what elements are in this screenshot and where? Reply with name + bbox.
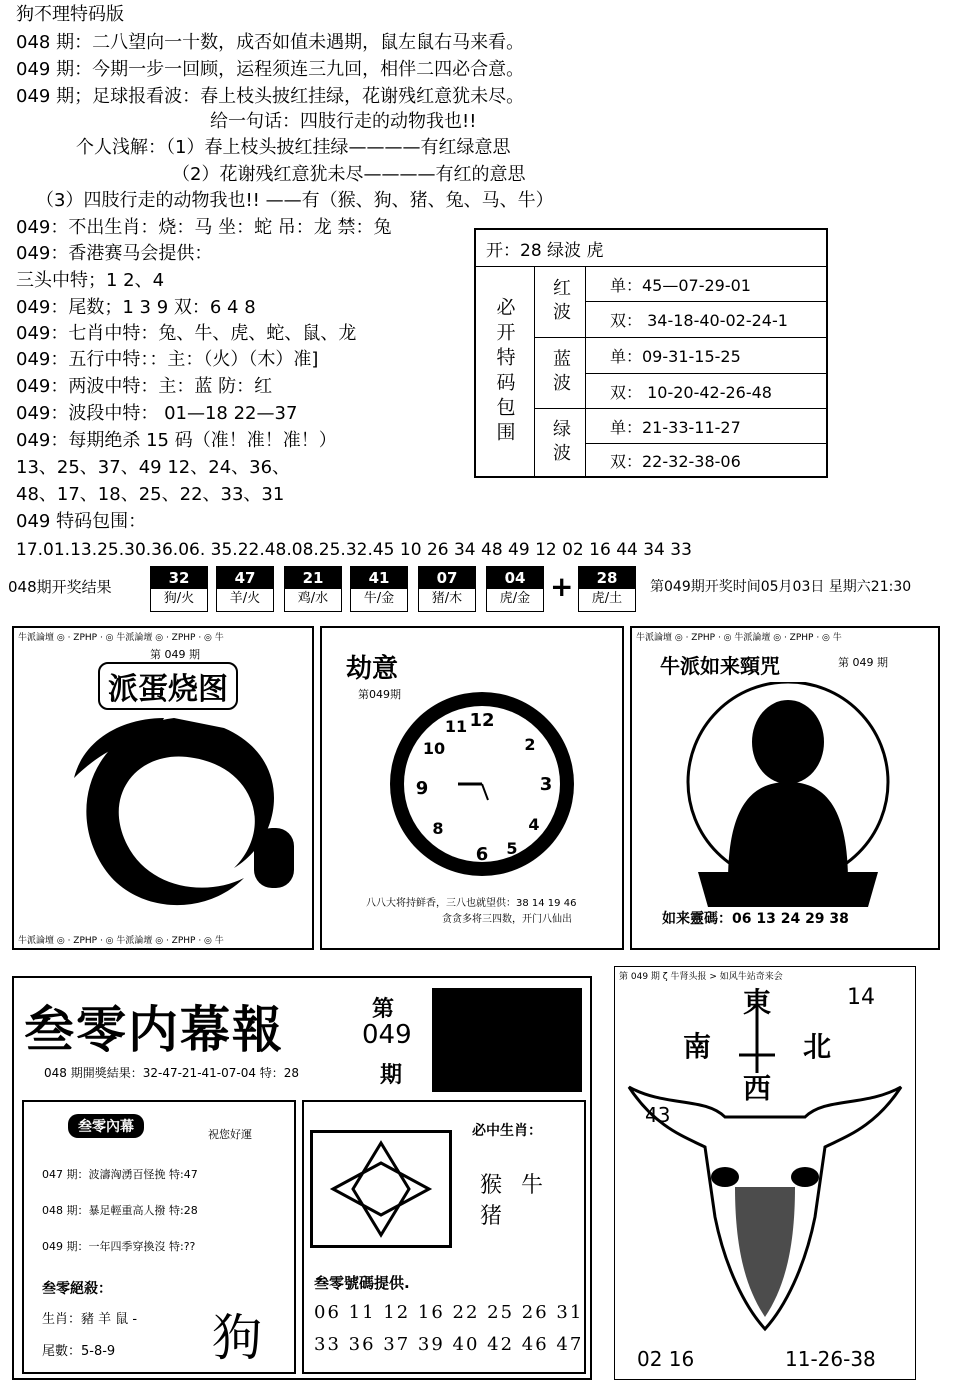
svg-text:5: 5: [506, 839, 518, 858]
svg-text:3: 3: [539, 774, 553, 795]
mid-issue: 第049期: [358, 688, 401, 701]
table-red: [534, 266, 586, 338]
mid-caption-1: 八八大将持鲜香，三八也就望供：38 14 19 46: [366, 898, 577, 909]
table-open: 开：28 绿波 虎: [475, 229, 827, 267]
kill-zodiac: 生肖：豬 羊 鼠 -: [42, 1312, 138, 1327]
issue-b: 049: [362, 1020, 412, 1050]
table-side: [475, 266, 535, 477]
bottom-right-nums: 11-26-38: [785, 1347, 876, 1371]
north-label: 北: [803, 1030, 832, 1063]
must-title: 必中生肖：: [472, 1123, 542, 1139]
issue-c: 期: [380, 1063, 403, 1088]
svg-text:6: 6: [475, 844, 489, 865]
newspaper-panel: [12, 976, 592, 1380]
dog-char: 狗: [212, 1309, 262, 1367]
mid-caption-2: 贪贪多将三四数，开门八仙出: [442, 914, 572, 925]
panel-watermark: 牛派論壇 ◎ · ZPHP · ◎ 牛派論壇 ◎ · ZPHP · ◎ 牛: [18, 633, 224, 643]
green-double: 双：22-32-38-06: [585, 443, 827, 477]
ball-zodiac: 牛/金: [363, 591, 395, 606]
five-line: 049：五行中特：：主：（火）（木）准]: [16, 349, 319, 370]
east-label: 東: [743, 986, 772, 1019]
wave-line: 049：两波中特：主：蓝 防：红: [16, 376, 273, 397]
tail-line: 049：尾数；1 3 9 双：6 4 8: [16, 297, 256, 318]
left-issue: 第 049 期: [150, 648, 200, 661]
left-header: 叁零內幕: [68, 1114, 144, 1138]
buddha-image: [668, 682, 908, 912]
svg-text:9: 9: [415, 778, 429, 799]
seg-line: 049：波段中特： 01—18 22—37: [16, 403, 298, 424]
range-title: 049 特码包围：: [16, 511, 147, 532]
n14: 14: [847, 985, 875, 1010]
ball-number: 04: [487, 567, 543, 589]
ball-zodiac: 羊/火: [229, 591, 261, 606]
west-label: 西: [743, 1072, 772, 1105]
r049: 049 期：一年四季穿換沒 特:??: [42, 1240, 196, 1253]
result-ball: [216, 566, 274, 612]
south-label: 南: [683, 1030, 712, 1063]
explain-2: （2）花谢残红意犹未尽————有红的意思: [172, 164, 526, 185]
ball-zodiac: 狗/火: [163, 591, 195, 606]
ball-number: 47: [217, 567, 273, 589]
panel-watermark: 牛派論壇 ◎ · ZPHP · ◎ 牛派論壇 ◎ · ZPHP · ◎ 牛: [18, 936, 224, 946]
red-double: 双： 34-18-40-02-24-1: [585, 301, 827, 338]
left-title: 派蛋烧图: [98, 662, 238, 710]
kill-tail: 尾數：5-8-9: [42, 1344, 116, 1359]
hk-line: 049：香港赛马会提供：: [16, 243, 213, 264]
right-issue: 第 049 期: [838, 656, 888, 669]
line-048: 048 期：二八望向一十数，成否如值未遇期，鼠左鼠右马来看。: [16, 32, 525, 53]
explain-1: 个人浅解：（1）春上枝头披红挂绿————有红绿意思: [76, 137, 511, 158]
result-ball: [486, 566, 544, 612]
right-nums: 如来靈碼：06 13 24 29 38: [662, 911, 849, 927]
table-side-label: 必开特码包围: [493, 296, 516, 447]
right-title: 牛派如来頸咒: [660, 654, 780, 678]
result-ball: [350, 566, 408, 612]
red-single: 单：45—07-29-01: [585, 266, 827, 302]
table-blue: [534, 337, 586, 409]
kill-nums-1: 13、25、37、49 12、24、36、: [16, 457, 291, 478]
result-ball: [150, 566, 208, 612]
blue-label: 蓝波: [550, 349, 571, 397]
ball-zodiac: 虎/金: [499, 591, 531, 606]
svg-text:4: 4: [528, 815, 540, 834]
top3-line: 三头中特；1 2、4: [16, 270, 165, 291]
prediction-table: [474, 228, 828, 478]
green-label: 绿波: [550, 418, 571, 467]
n43: 43: [645, 1103, 671, 1127]
skull-image: [625, 1067, 905, 1337]
mid-title: 劫意: [346, 654, 399, 684]
middle-panel: [320, 626, 624, 950]
flower-box: [310, 1130, 452, 1248]
nums-row-2: 33 36 37 39 40 42 46 47: [314, 1334, 584, 1355]
svg-text:8: 8: [432, 819, 444, 838]
paper-left-box: [22, 1100, 296, 1374]
cross-icon: [739, 1003, 775, 1073]
swirl-image: [54, 698, 294, 938]
paper-result: 048 期開獎結果：32-47-21-41-07-04 特：28: [44, 1066, 300, 1080]
paper-title: 叁零内幕報: [24, 1001, 284, 1059]
no-show-line: 049：不出生肖：烧：马 坐：蛇 吊：龙 禁：兔: [16, 217, 392, 238]
red-label: 红波: [550, 278, 571, 326]
kill-nums-2: 48、17、18、25、22、33、31: [16, 484, 285, 505]
skull-header: 第 049 期 ζ 牛肾头报 > 如风牛站奇来会: [619, 972, 783, 982]
nums-row-1: 06 11 12 16 22 25 26 31: [314, 1302, 584, 1323]
seven-line: 049：七肖中特：兔、牛、虎、蛇、鼠、龙: [16, 323, 357, 344]
explain-3: （3）四肢行走的动物我也!! ——有（猴、狗、猪、兔、马、牛）: [36, 190, 554, 211]
left-panel: [12, 626, 314, 950]
issue-a: 第: [372, 997, 395, 1022]
result-label: 048期开奖结果: [8, 578, 112, 596]
plus-sign: +: [550, 570, 574, 603]
result-ball: [418, 566, 476, 612]
ball-number: 41: [351, 567, 407, 589]
nums-title: 叁零號碼提供.: [314, 1274, 410, 1292]
svg-text:2: 2: [524, 735, 536, 754]
skull-panel: [614, 966, 916, 1380]
blue-double: 双： 10-20-42-26-48: [585, 373, 827, 409]
bottom-left-nums: 02 16: [637, 1347, 695, 1371]
svg-text:12: 12: [469, 710, 495, 731]
special-ball: [578, 566, 636, 612]
svg-text:11: 11: [444, 717, 468, 736]
ball-zodiac: 虎/土: [591, 591, 623, 606]
result-ball: [284, 566, 342, 612]
ball-number: 07: [419, 567, 475, 589]
next-draw: 第049期开奖时间05月03日 星期六21:30: [650, 579, 912, 595]
ball-zodiac: 鸡/水: [297, 591, 329, 606]
paper-image: [432, 988, 582, 1092]
table-green: [534, 408, 586, 477]
ball-number: 32: [151, 567, 207, 589]
range-nums: 17.01.13.25.30.36.06. 35.22.48.08.25.32.45 10 26 34 48 49 12 02 16 44 34 33: [16, 540, 692, 560]
kill-title: 叁零絕殺：: [42, 1281, 112, 1297]
r047: 047 期：波濤洶湧百怪挽 特:47: [42, 1168, 198, 1181]
right-panel: [630, 626, 940, 950]
give-line: 给一句话：四肢行走的动物我也!!: [210, 111, 477, 132]
left-sub: 祝您好運: [208, 1128, 252, 1141]
panel-watermark: 牛派論壇 ◎ · ZPHP · ◎ 牛派論壇 ◎ · ZPHP · ◎ 牛: [636, 633, 842, 643]
ball-zodiac: 猪/木: [431, 591, 463, 606]
green-single: 单：21-33-11-27: [585, 408, 827, 444]
ball-number: 21: [285, 567, 341, 589]
flower-icon: [313, 1133, 449, 1245]
line-049a: 049 期：今期一步一回顾，运程须连三九回，相伴二四必合意。: [16, 59, 525, 80]
paper-right-box: [302, 1100, 586, 1374]
blue-single: 单：09-31-15-25: [585, 337, 827, 374]
ball-number: 28: [579, 567, 635, 589]
line-049b: 049 期；足球报看波：春上枝头披红挂绿，花谢残红意犹未尽。: [16, 86, 525, 107]
r048: 048 期：暴足輕重高人撥 特:28: [42, 1204, 198, 1217]
must-zodiac: 猴 牛 猪: [480, 1173, 549, 1229]
clock-image: [382, 684, 582, 884]
kill-line: 049：每期绝杀 15 码（准！准！准！）: [16, 430, 337, 451]
page-title: 狗不理特码版: [16, 4, 124, 25]
svg-text:10: 10: [422, 739, 446, 758]
